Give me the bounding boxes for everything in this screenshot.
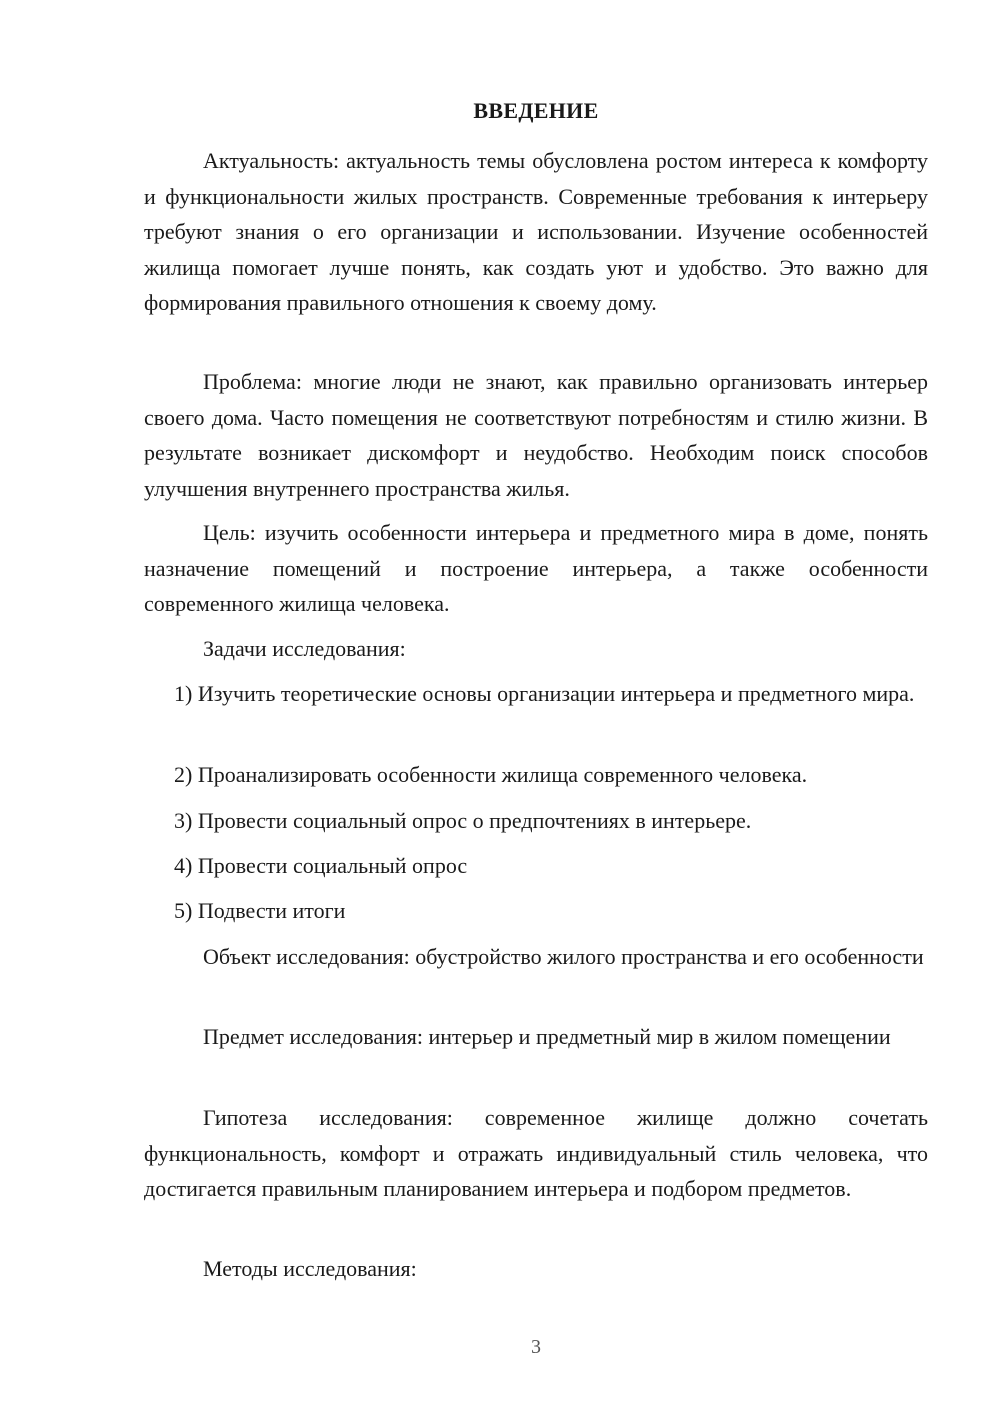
task-item-2: 2) Проанализировать особенности жилища современного человека. xyxy=(174,762,808,787)
task-item-3: 3) Провести социальный опрос о предпочтениях в интерьере. xyxy=(174,808,752,833)
tasks-title: Задачи исследования: xyxy=(203,636,406,661)
problem-paragraph: Проблема: многие люди не знают, как правильно организовать интерьер своего дома. Часто помещения не соответствуют потребностям и стилю жизни. В результате возникает дискомфорт и неудобство. Необходим поиск способов улучшения внутреннего пространства жилья. xyxy=(144,369,928,501)
methods-title: Методы исследования: xyxy=(203,1256,417,1281)
relevance-paragraph: Актуальность: актуальность темы обусловлена ростом интереса к комфорту и функциональности жилых пространств. Современные требования к интерьеру требуют знания о его организации и использовании. Изучение особенностей жилища помогает лучше понять, как создать уют и удобство. Это важно для формирования правильного отношения к своему дому. xyxy=(144,148,928,315)
page-number: 3 xyxy=(531,1336,541,1358)
task-item-4: 4) Провести социальный опрос xyxy=(174,853,468,878)
subject-paragraph: Предмет исследования: интерьер и предметный мир в жилом помещении xyxy=(203,1024,891,1049)
task-item-1: 1) Изучить теоретические основы организации интерьера и предметного мира. xyxy=(174,681,915,706)
task-item-5: 5) Подвести итоги xyxy=(174,898,346,923)
section-heading: ВВЕДЕНИЕ xyxy=(473,98,599,123)
object-paragraph: Объект исследования: обустройство жилого пространства и его особенности xyxy=(203,944,924,969)
hypothesis-paragraph: Гипотеза исследования: современное жилище должно сочетать функциональность, комфорт и отражать индивидуальный стиль человека, что достигается правильным планированием интерьера и подбором предметов. xyxy=(144,1105,928,1201)
goal-paragraph: Цель: изучить особенности интерьера и предметного мира в доме, понять назначение помещений и построение интерьера, а также особенности современного жилища человека. xyxy=(144,520,928,616)
